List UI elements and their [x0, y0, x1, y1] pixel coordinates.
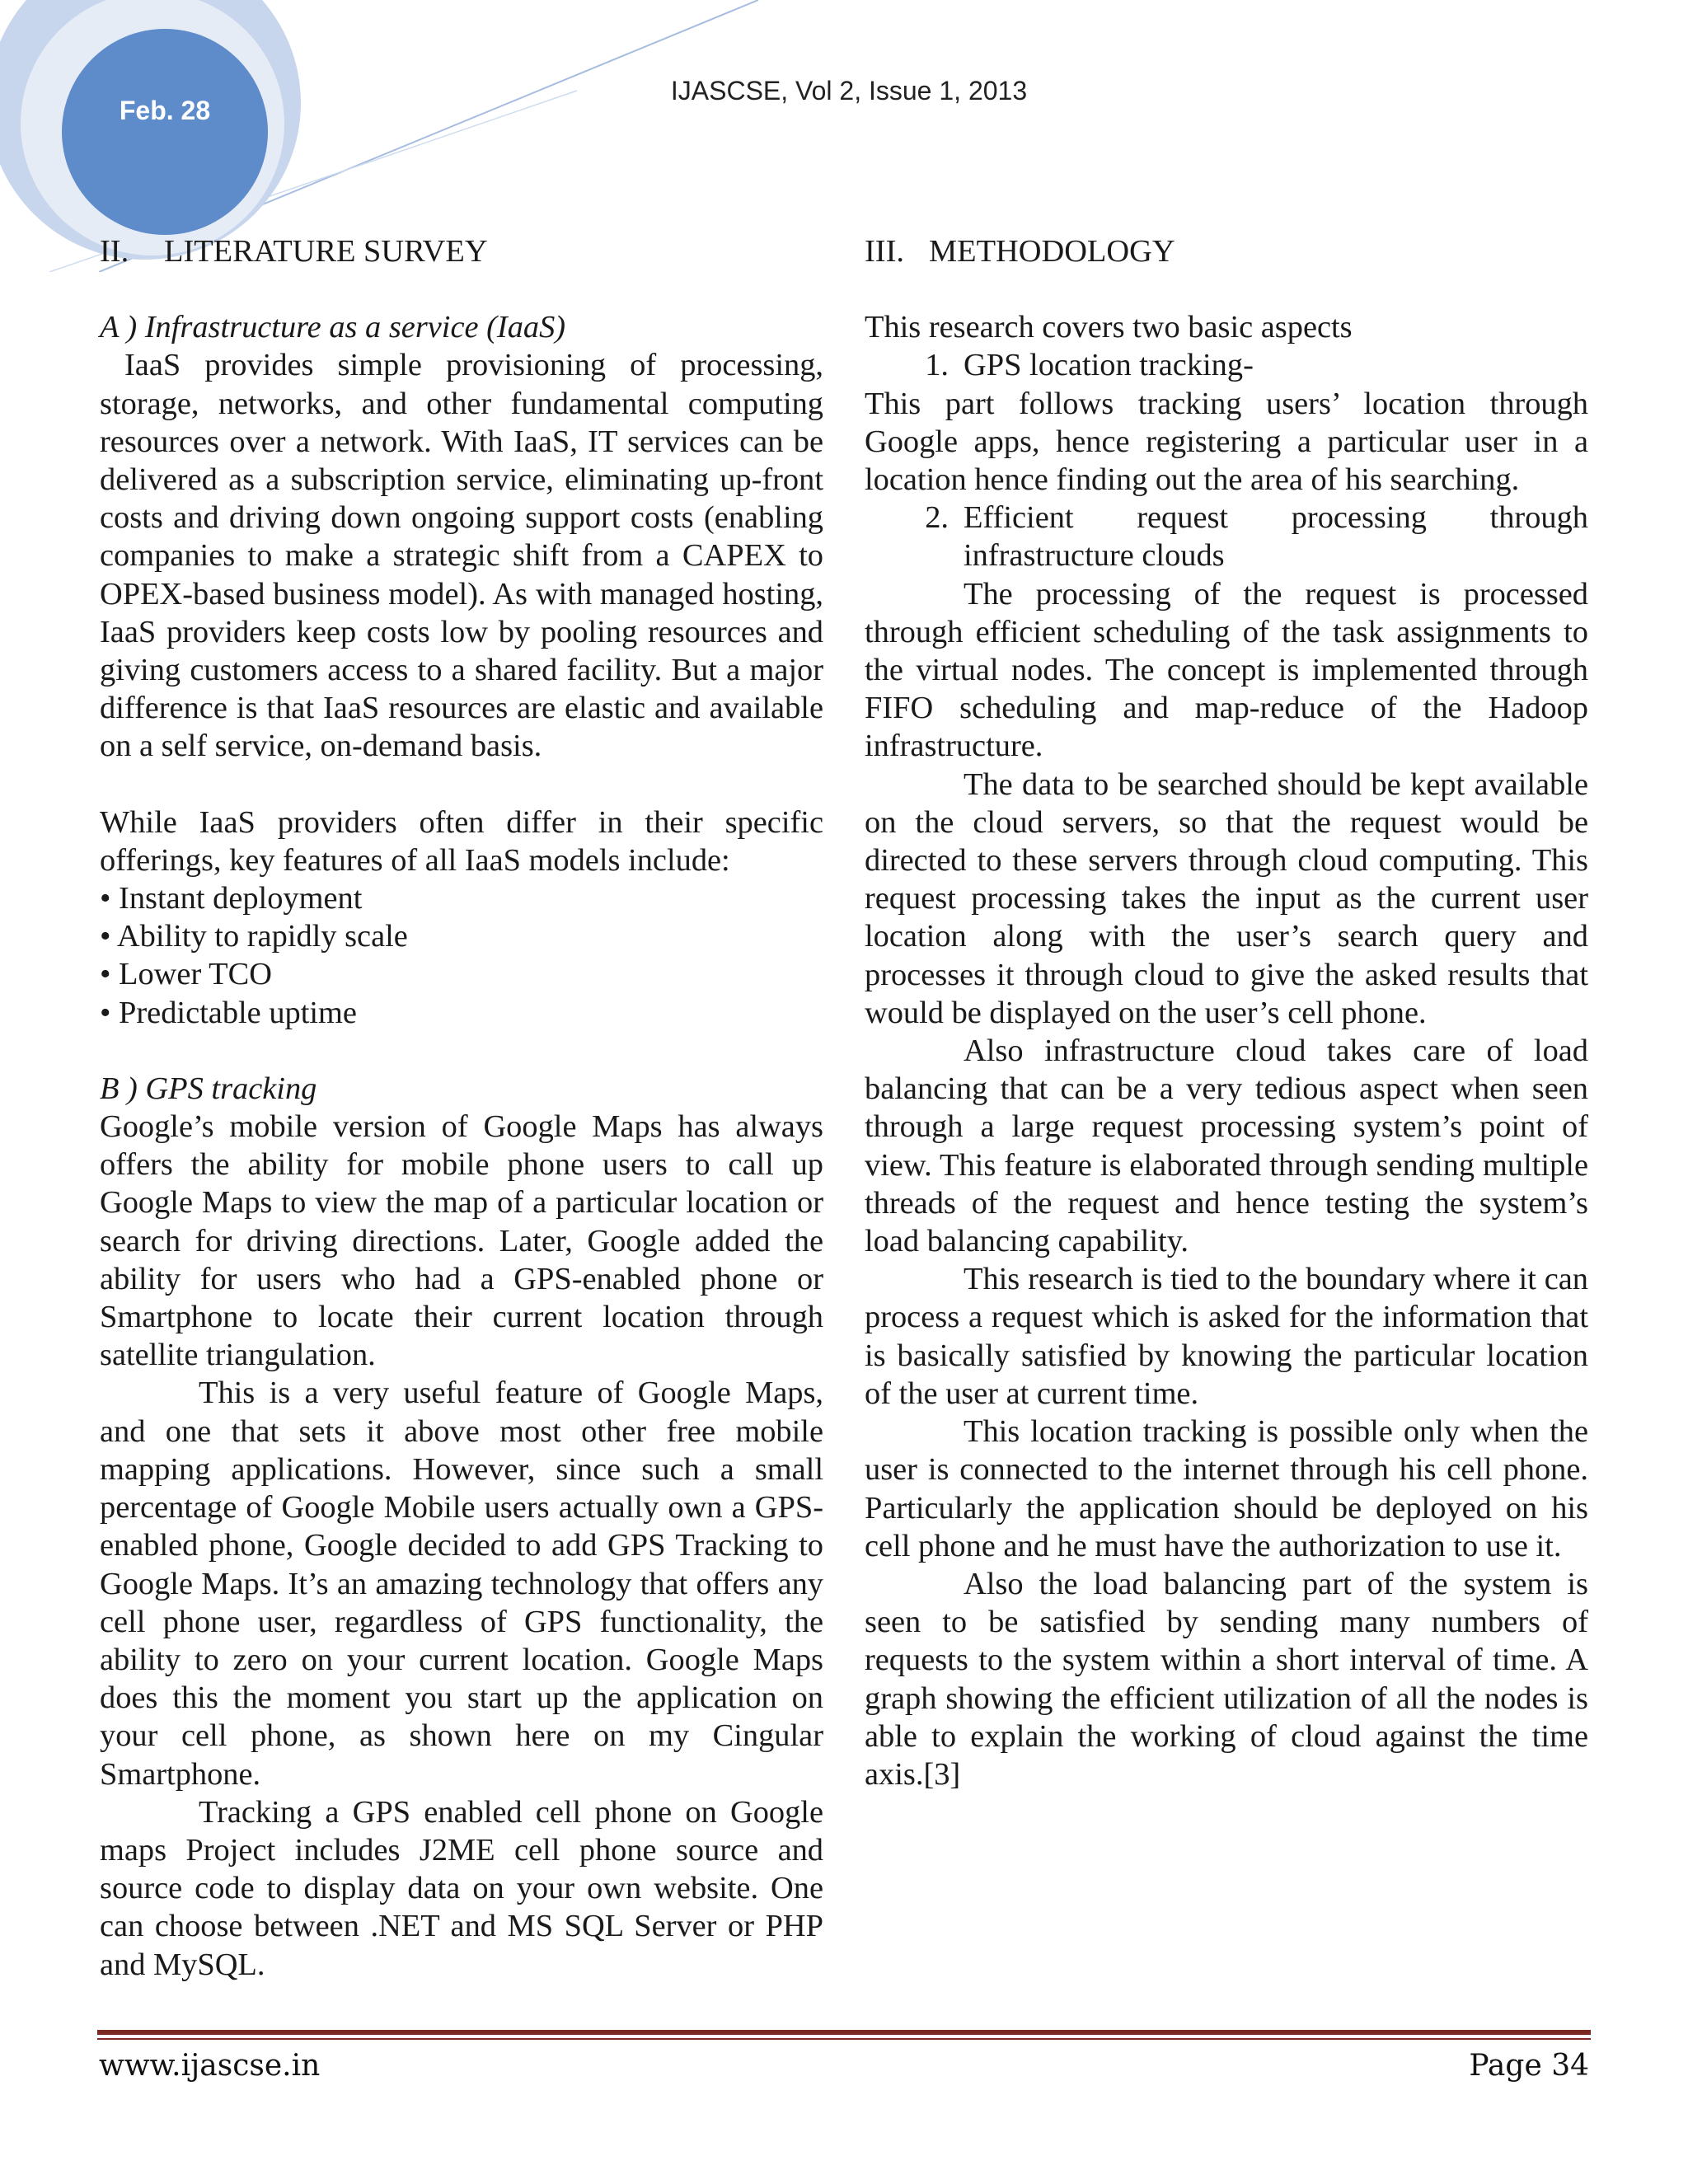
item-text-continued: infrastructure clouds [964, 538, 1225, 574]
section-title: LITERATURE SURVEY [164, 234, 488, 269]
item-text: GPS location tracking- [964, 348, 1254, 383]
item-number: 1. [925, 348, 949, 383]
decor-inner-circle [62, 29, 268, 235]
item-number: 2. [925, 500, 949, 536]
paragraph-gps-2: This is a very useful feature of Google Maps, and one that sets it above most other free mobile mapping applications. However, since such a small percentage of Google Mobile users actually own a GPS-enabled phone, Google decided to add GPS Tracking to Google Maps. It’s an amazing technology that offers any cell phone user, regardless of GPS functionality, the ability to zero on your current location. Google Maps does this the moment you start up the application on your cell phone, as shown here on my Cingular Smartphone. [100, 1376, 823, 1792]
footer-page-number: Page 34 [1469, 2049, 1589, 2083]
paragraph-gps-3: Tracking a GPS enabled cell phone on Google maps Project includes J2ME cell phone source and source code to display data on your own website. One can choose between .NET and MS SQL Server or PHP and MySQL. [100, 1794, 823, 1982]
bullet-item: • Lower TCO [100, 957, 272, 992]
paragraph-gps-1: Google’s mobile version of Google Maps has always offers the ability for mobile phone users to call up Google Maps to view the map of a particular location or search for driving directions. Later, Google added the ability for users who had a GPS-enabled phone or Smartphone to locate their current location through satellite triangulation. [100, 1109, 823, 1373]
journal-header: IJASCSE, Vol 2, Issue 1, 2013 [670, 76, 1028, 105]
numbered-item-2 [865, 499, 1588, 537]
numbered-item-1 [865, 346, 1588, 384]
footer-rule [97, 2030, 1591, 2040]
subheading-iaas: A ) Infrastructure as a service (IaaS) [100, 310, 566, 345]
paragraph-load-balancing: Also infrastructure cloud takes care of load balancing that can be a very tedious aspect when seen through a large request processing system’s point of view. This feature is elaborated through sending multiple threads of the request and hence testing the system’s load balancing capability. [865, 1033, 1588, 1259]
subheading-gps-tracking: B ) GPS tracking [100, 1071, 317, 1106]
footer-website: www.ijascse.in [99, 2049, 321, 2083]
bullet-item: • Predictable uptime [100, 995, 357, 1030]
right-column [865, 232, 1588, 1793]
paragraph-boundary: This research is tied to the boundary where it can process a request which is asked for the information that is basically satisfied by knowing the particular location of the user at current time. [865, 1262, 1588, 1411]
paragraph-methodology-intro: This research covers two basic aspects [865, 310, 1353, 345]
left-column [100, 232, 823, 1984]
item-text: Efficient request processing through [964, 500, 1588, 536]
header-decoration [0, 0, 775, 272]
section-heading-literature-survey [100, 232, 823, 270]
paragraph-location-tracking: This part follows tracking users’ location through Google apps, hence registering a particular user in a location hence finding out the area of his searching. [865, 386, 1588, 498]
paragraph-data-search: The data to be searched should be kept available on the cloud servers, so that the request would be directed to these servers through cloud computing. This request processing takes the input as the current user location along with the user’s search query and processes it through cloud to give the asked results that would be displayed on the user’s cell phone. [865, 766, 1588, 1030]
section-heading-methodology [865, 232, 1588, 270]
paragraph-iaas-features: While IaaS providers often differ in their specific offerings, key features of all IaaS models include: [100, 804, 823, 878]
paragraph-connectivity: This location tracking is possible only when the user is connected to the internet through his cell phone. Particularly the application should be deployed on his cell phone and he must have the authorization to use it. [865, 1414, 1588, 1563]
paragraph-processing: The processing of the request is processed through efficient scheduling of the task assignments to the virtual nodes. The concept is implemented through FIFO scheduling and map-reduce of the Hadoop infrastructure. [865, 576, 1588, 764]
section-title: METHODOLOGY [929, 234, 1175, 269]
bullet-item: • Ability to rapidly scale [100, 919, 408, 954]
bullet-item: • Instant deployment [100, 881, 363, 916]
section-number: II. [100, 234, 129, 269]
paragraph-load-test: Also the load balancing part of the system is seen to be satisfied by sending many numbers of requests to the system within a short interval of time. A graph showing the efficient utilization of all the nodes is able to explain the working of cloud against the time axis.[3] [865, 1566, 1588, 1792]
paragraph-iaas-intro: IaaS provides simple provisioning of processing, storage, networks, and other fundamental computing resources over a network. With IaaS, IT services can be delivered as a subscription service, eliminating up-front costs and driving down ongoing support costs (enabling companies to make a strategic shift from a CAPEX to OPEX-based business model). As with managed hosting, IaaS providers keep costs low by pooling resources and giving customers access to a shared facility. But a major difference is that IaaS resources are elastic and available on a self service, on-demand basis. [100, 348, 823, 764]
section-number: III. [865, 234, 904, 269]
issue-date: Feb. 28 [119, 96, 211, 125]
